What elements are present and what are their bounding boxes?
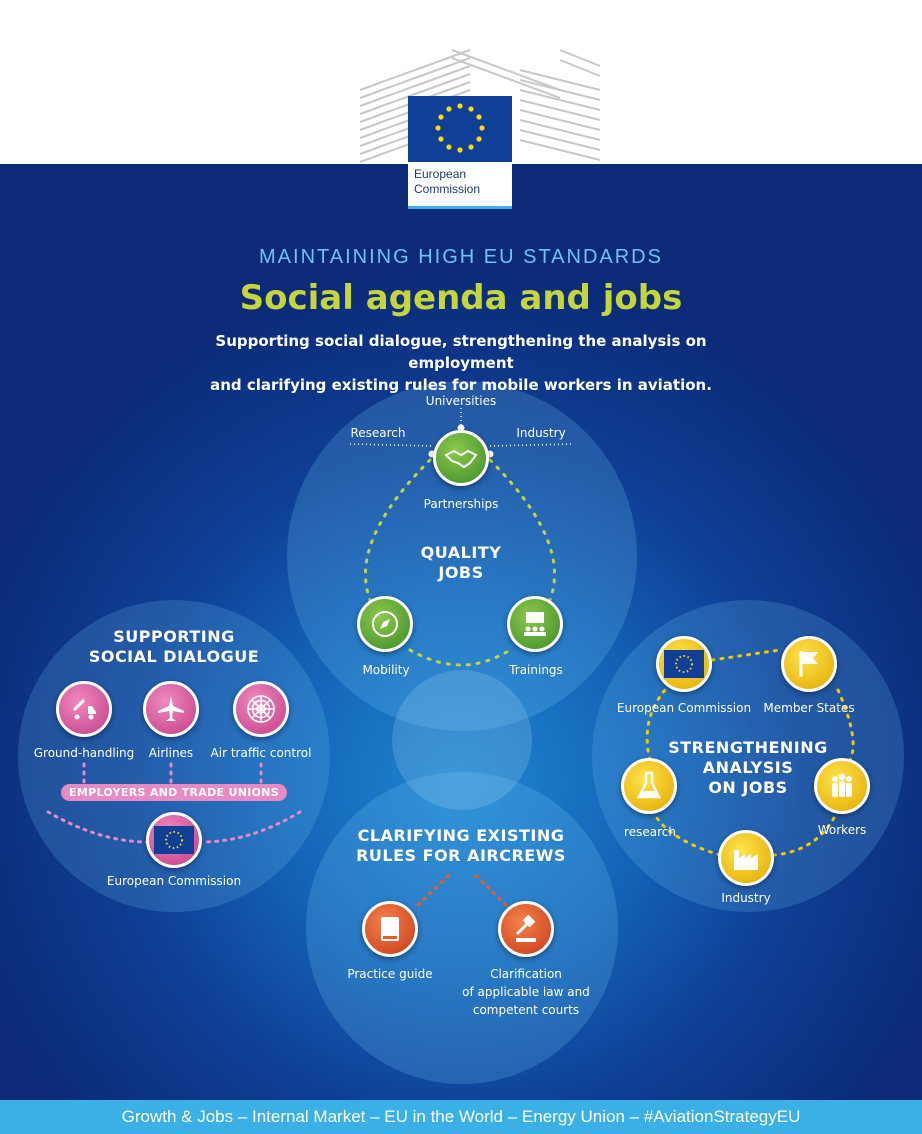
page-subtitle — [161, 330, 761, 396]
label-clarification — [452, 965, 600, 1019]
subtitle-line1: Supporting social dialogue, strengthening the analysis on employment — [215, 332, 707, 372]
page-title: Social agenda and jobs — [239, 278, 683, 318]
label-practice-guide: Practice guide — [347, 967, 433, 981]
label-industry-analysis: Industry — [721, 891, 771, 905]
label-workers: Workers — [817, 823, 867, 837]
aircrew-heading — [332, 826, 590, 866]
heading-line: ANALYSIS — [702, 758, 794, 777]
label-industry: Industry — [516, 426, 566, 440]
heading-line: SUPPORTING — [113, 627, 235, 646]
gavel-icon — [498, 901, 554, 957]
clarification-line: of applicable law and — [462, 985, 590, 999]
logo-line2: Commission — [414, 182, 481, 196]
flask-icon — [621, 758, 677, 814]
label-member-states: Member States — [763, 701, 855, 715]
logo-wordmark — [408, 162, 512, 206]
flag-icon — [781, 636, 837, 692]
aircrew-circle — [306, 772, 618, 1084]
clarification-line: competent courts — [472, 1003, 580, 1017]
center-glow — [392, 670, 532, 810]
handshake-icon — [433, 430, 489, 486]
label-ground-handling: Ground-handling — [33, 746, 135, 760]
heading-line: SOCIAL DIALOGUE — [88, 647, 260, 666]
label-research: Research — [350, 426, 406, 440]
label-trainings: Trainings — [509, 663, 563, 677]
heading-line: STRENGTHENING — [668, 738, 828, 757]
heading-line: JOBS — [438, 563, 484, 582]
label-research-analysis: research — [624, 825, 676, 839]
employers-unions-banner: EMPLOYERS AND TRADE UNIONS — [61, 784, 287, 801]
clarification-line: Clarification — [490, 967, 562, 981]
label-mobility: Mobility — [362, 663, 410, 677]
eu-flag-icon — [408, 96, 512, 162]
airplane-icon — [143, 681, 199, 737]
subtitle-line2: and clarifying existing rules for mobile workers in aviation. — [210, 376, 712, 394]
label-european-commission-dialogue: European Commission — [106, 874, 242, 888]
logo-underline — [408, 206, 512, 209]
quality-jobs-heading — [380, 543, 542, 583]
heading-line: QUALITY — [420, 543, 502, 562]
heading-line: ON JOBS — [708, 778, 788, 797]
book-icon — [362, 901, 418, 957]
logo-line1: European — [414, 167, 467, 181]
label-air-traffic-control: Air traffic control — [210, 746, 312, 760]
ground-vehicle-icon — [56, 681, 112, 737]
heading-line: RULES FOR AIRCREWS — [356, 846, 566, 865]
heading-line: CLARIFYING EXISTING — [357, 826, 565, 845]
footer-bar — [0, 1100, 922, 1134]
label-partnerships: Partnerships — [423, 497, 499, 511]
people-icon — [814, 758, 870, 814]
eu-flag-icon — [146, 812, 202, 868]
presentation-icon — [507, 596, 563, 652]
page-kicker: MAINTAINING HIGH EU STANDARDS — [259, 246, 663, 268]
european-commission-logo — [408, 96, 512, 212]
eu-flag-icon — [656, 636, 712, 692]
compass-icon — [357, 596, 413, 652]
factory-icon — [718, 830, 774, 886]
label-airlines: Airlines — [148, 746, 194, 760]
social-dialogue-heading — [64, 627, 284, 667]
label-universities: Universities — [425, 394, 497, 408]
radar-icon — [233, 681, 289, 737]
footer-text: Growth & Jobs – Internal Market – EU in the World – Energy Union – #AviationStrategyEU — [121, 1107, 801, 1126]
label-european-commission-analysis: European Commission — [616, 701, 752, 715]
